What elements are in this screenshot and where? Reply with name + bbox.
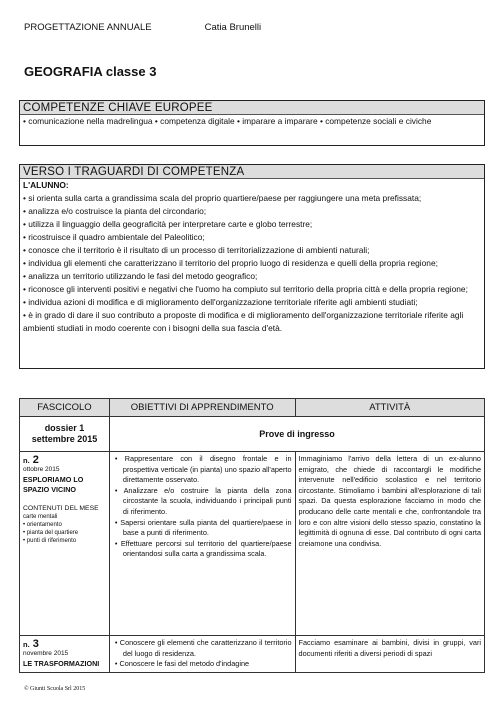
competenze-heading: COMPETENZE CHIAVE EUROPEE: [20, 101, 484, 115]
traguardo-item: • si orienta sulla carta a grandissima scala del proprio quartiere/paese per raggiungere una meta prefissata;: [23, 193, 422, 203]
content-item: • pianta del quartiere: [23, 530, 79, 536]
traguardi-box: [19, 164, 485, 369]
fascicolo-number: [23, 640, 106, 649]
traguardo-item: • individua gli elementi che caratterizzano il territorio del proprio luogo di residenza e quelli della propria regione;: [23, 258, 438, 268]
number-value: 2: [32, 454, 39, 466]
fascicolo-number: [23, 456, 106, 465]
number-prefix: n.: [23, 640, 30, 649]
fascicolo-month: novembre 2015: [23, 650, 69, 657]
traguardo-item: • ricostruisce il quadro ambientale del Paleolitico;: [23, 232, 205, 242]
objective-item: • Sapersi orientare sulla pianta del quartiere/paese in base a punti di riferimento.: [114, 517, 292, 538]
content-item: • punti di riferimento: [23, 538, 77, 544]
fascicolo-theme: ESPLORIAMO LO: [23, 475, 84, 484]
project-label: PROGETTAZIONE ANNUALE: [24, 22, 152, 33]
dossier-month: settembre 2015: [31, 434, 98, 444]
header-obiettivi: OBIETTIVI DI APPRENDIMENTO: [109, 399, 295, 417]
table-row: [20, 452, 485, 636]
objective-item: • Effettuare percorsi sul territorio del quartiere/paese orientandosi sulla carta a grandissima scala.: [114, 538, 292, 559]
traguardo-item: • conosce che il territorio è il risultato di un processo di territorializzazione di ambienti naturali;: [23, 245, 370, 255]
objective-item: • Conoscere le fasi del metodo d'indagine: [114, 659, 250, 669]
fascicolo-theme: LE TRASFORMAZIONI: [23, 659, 100, 668]
activity-cell: Facciamo esaminare ai bambini, divisi in gruppi, vari documenti riferiti a diversi periodi di spazi: [295, 636, 484, 673]
fascicolo-month: ottobre 2015: [23, 466, 60, 473]
dossier-number: dossier 1: [44, 423, 85, 433]
table-row: [20, 636, 485, 673]
activity-cell: Immaginiamo l'arrivo della lettera di un ex-alunno emigrato, che chiede di raccontargli le modifiche intervenute nell'edificio scolastico e nel territorio circostante. Stimoliamo i bambini all'esplorazione di tali spazi. Da questa esplorazione facciamo in modo che producano delle carte mentali e che, confrontandole tra loro e con altre visioni dello stesso spazio, constatino la legittimità di ognuna di esse. Dal contributo di ogni carta creiamone una condivisa.: [295, 452, 484, 636]
content-item: carte mentali: [23, 514, 58, 520]
traguardi-subject: L'ALUNNO:: [23, 180, 69, 190]
header-attivita: ATTIVITÀ: [295, 399, 484, 417]
number-value: 3: [32, 638, 39, 650]
traguardo-item: • analizza e/o costruisce la pianta del circondario;: [23, 206, 207, 216]
author-name: Catia Brunelli: [204, 22, 262, 33]
traguardi-heading: VERSO I TRAGUARDI DI COMPETENZA: [20, 165, 484, 179]
traguardo-item: • è in grado di dare il suo contributo a proposte di modifica e di miglioramento dell'organizzazione territoriale riferite agli ambienti studiati in modo coerente con i bisogni della sua fascia d'età.: [23, 310, 464, 333]
objective-item: • Rappresentare con il disegno frontale e in prospettiva verticale (in pianta) uno spazio all'aperto direttamente osservato.: [114, 454, 292, 485]
copyright-footer: © Giunti Scuola Srl 2015: [24, 686, 86, 692]
dossier-cell: [20, 417, 110, 452]
competenze-box: [19, 100, 485, 146]
prove-ingresso: Prove di ingresso: [109, 417, 484, 452]
dossier-row: [20, 417, 485, 452]
page-title: GEOGRAFIA classe 3: [24, 64, 157, 79]
traguardo-item: • individua azioni di modifica e di miglioramento dell'organizzazione territoriale riferite agli ambienti studiati;: [23, 297, 418, 307]
contents-title: CONTENUTI DEL MESE: [23, 505, 99, 512]
traguardo-item: • analizza un territorio utilizzando le fasi del metodo geografico;: [23, 271, 258, 281]
traguardo-item: • riconosce gli interventi positivi e negativi che l'uomo ha compiuto sul territorio della propria città e della propria regione;: [23, 284, 468, 294]
objective-item: • Conoscere gli elementi che caratterizzano il territorio del luogo di residenza.: [114, 638, 292, 658]
objective-item: • Analizzare e/o costruire la pianta della zona circostante la scuola, individuando i principali punti di riferimento.: [114, 485, 292, 516]
page-header: [24, 22, 261, 33]
fascicolo-cell: [20, 636, 110, 673]
programming-table: [19, 398, 485, 673]
traguardo-item: • utilizza il linguaggio della geograficità per interpretare carte e globo terrestre;: [23, 219, 313, 229]
fascicolo-theme-line2: SPAZIO VICINO: [23, 485, 76, 494]
number-prefix: n.: [23, 456, 30, 465]
header-fascicolo: FASCICOLO: [20, 399, 110, 417]
fascicolo-cell: [20, 452, 110, 636]
table-header-row: [20, 399, 485, 417]
objectives-cell: [109, 452, 295, 636]
content-item: • orientamento: [23, 522, 62, 528]
objectives-cell: [109, 636, 295, 673]
competenze-text: • comunicazione nella madrelingua • competenza digitale • imparare a imparare • competenze sociali e civiche: [23, 116, 432, 126]
traguardi-body: [20, 179, 484, 337]
